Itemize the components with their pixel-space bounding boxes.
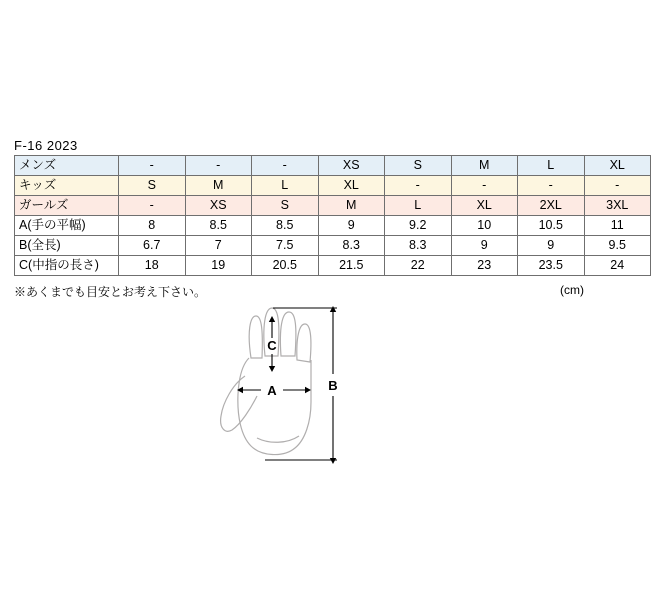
table-cell: XS xyxy=(185,196,252,216)
table-cell: 9 xyxy=(451,236,518,256)
table-row xyxy=(15,236,651,256)
table-cell: 19 xyxy=(185,256,252,276)
table-cell: 9 xyxy=(518,236,585,256)
table-cell: - xyxy=(451,176,518,196)
table-cell: - xyxy=(252,156,319,176)
table-cell: - xyxy=(185,156,252,176)
disclaimer-note: ※あくまでも目安とお考え下さい。 xyxy=(14,285,207,299)
table-cell: 21.5 xyxy=(318,256,385,276)
table-cell: XL xyxy=(318,176,385,196)
table-cell: 8.3 xyxy=(385,236,452,256)
table-cell: M xyxy=(318,196,385,216)
table-cell: XL xyxy=(451,196,518,216)
table-cell: 10.5 xyxy=(518,216,585,236)
row-header: ガールズ xyxy=(15,196,119,216)
table-cell: 8.5 xyxy=(252,216,319,236)
table-row xyxy=(15,176,651,196)
table-row xyxy=(15,216,651,236)
table-cell: 10 xyxy=(451,216,518,236)
row-header: メンズ xyxy=(15,156,119,176)
table-cell: 23 xyxy=(451,256,518,276)
table-cell: - xyxy=(518,176,585,196)
glove-diagram xyxy=(205,298,405,488)
table-cell: - xyxy=(119,156,186,176)
table-cell: 20.5 xyxy=(252,256,319,276)
table-cell: - xyxy=(584,176,651,196)
table-cell: 11 xyxy=(584,216,651,236)
label-b: B xyxy=(328,378,338,393)
table-cell: 6.7 xyxy=(119,236,186,256)
table-cell: 7 xyxy=(185,236,252,256)
table-cell: 9.5 xyxy=(584,236,651,256)
table-cell: - xyxy=(385,176,452,196)
table-row xyxy=(15,196,651,216)
row-header: C(中指の長さ) xyxy=(15,256,119,276)
table-cell: 22 xyxy=(385,256,452,276)
page-title: F-16 2023 xyxy=(14,138,78,153)
table-cell: 9.2 xyxy=(385,216,452,236)
row-header: キッズ xyxy=(15,176,119,196)
table-cell: 9 xyxy=(318,216,385,236)
table-cell: M xyxy=(451,156,518,176)
table-cell: 3XL xyxy=(584,196,651,216)
table-cell: 18 xyxy=(119,256,186,276)
table-row xyxy=(15,256,651,276)
table-cell: 2XL xyxy=(518,196,585,216)
row-header: B(全長) xyxy=(15,236,119,256)
label-a: A xyxy=(267,383,277,398)
table-cell: 7.5 xyxy=(252,236,319,256)
table-cell: 8.5 xyxy=(185,216,252,236)
table-cell: XL xyxy=(584,156,651,176)
unit-label: (cm) xyxy=(560,283,584,297)
table-cell: S xyxy=(252,196,319,216)
table-cell: 8 xyxy=(119,216,186,236)
size-table xyxy=(14,155,651,276)
row-header: A(手の平幅) xyxy=(15,216,119,236)
table-cell: L xyxy=(518,156,585,176)
table-cell: S xyxy=(385,156,452,176)
table-cell: L xyxy=(252,176,319,196)
table-cell: - xyxy=(119,196,186,216)
table-cell: L xyxy=(385,196,452,216)
glove-outline-shape xyxy=(221,308,311,455)
table-cell: M xyxy=(185,176,252,196)
table-cell: 23.5 xyxy=(518,256,585,276)
table-cell: 8.3 xyxy=(318,236,385,256)
table-cell: 24 xyxy=(584,256,651,276)
table-row xyxy=(15,156,651,176)
table-cell: S xyxy=(119,176,186,196)
label-c: C xyxy=(267,338,277,353)
table-cell: XS xyxy=(318,156,385,176)
